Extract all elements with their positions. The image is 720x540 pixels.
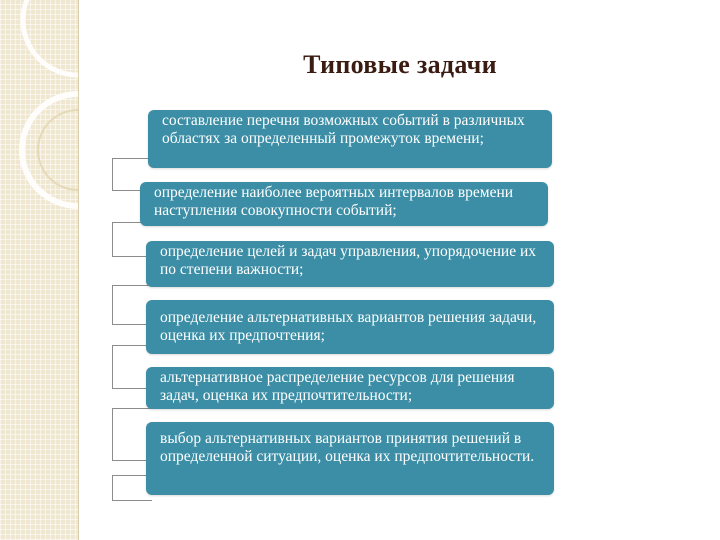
task-box-1 — [148, 110, 552, 168]
task-text: составление перечня возможных событий в различных областях за определенный промежуток времени; — [162, 112, 525, 147]
task-text: определение целей и задач управления, упорядочение их по степени важности; — [160, 243, 536, 278]
task-box-4 — [146, 300, 554, 354]
task-text: определение альтернативных вариантов решения задачи, оценка их предпочтения; — [160, 309, 537, 344]
task-text: выбор альтернативных вариантов принятия решений в определенной ситуации, оценка их предпочтительности. — [160, 430, 535, 465]
decorative-side-band — [0, 0, 78, 540]
task-box-2 — [140, 182, 548, 226]
slide-title: Типовые задачи — [303, 50, 497, 79]
task-text: определение наиболее вероятных интервалов времени наступления совокупности событий; — [154, 184, 514, 219]
task-box-3 — [146, 241, 554, 287]
task-box-6 — [146, 422, 554, 495]
task-box-5 — [146, 367, 554, 409]
side-divider-line — [78, 0, 79, 540]
decorative-circles — [0, 0, 78, 540]
task-text: альтернативное распределение ресурсов для решения задач, оценка их предпочтительности; — [160, 369, 515, 404]
